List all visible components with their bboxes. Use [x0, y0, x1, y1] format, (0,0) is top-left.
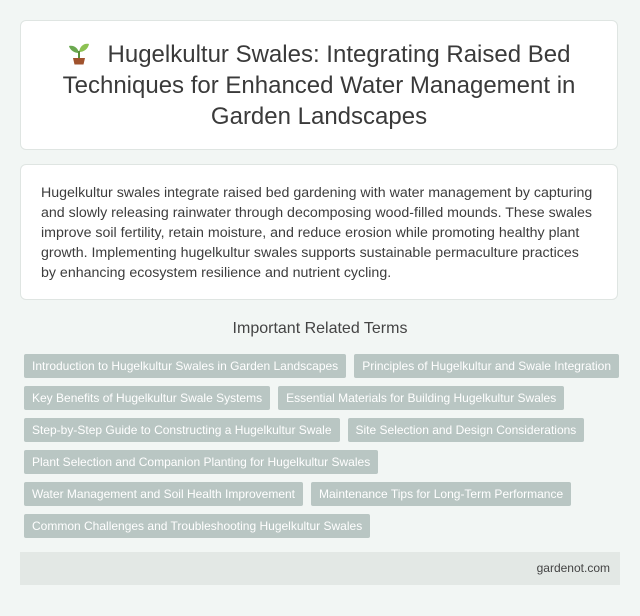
related-term-tag[interactable]: Maintenance Tips for Long-Term Performance [311, 482, 571, 506]
related-term-tag[interactable]: Principles of Hugelkultur and Swale Integration [354, 354, 619, 378]
tag-row [24, 418, 624, 442]
tag-row [24, 386, 624, 410]
title-card [20, 20, 618, 150]
related-terms-list [24, 354, 624, 546]
sprout-icon [68, 41, 90, 65]
related-term-tag[interactable]: Common Challenges and Troubleshooting Hugelkultur Swales [24, 514, 370, 538]
page-title-text: Hugelkultur Swales: Integrating Raised Bed Techniques for Enhanced Water Management in Garden Landscapes [62, 40, 576, 130]
footer-site-link[interactable]: gardenot.com [536, 561, 610, 575]
tag-row [24, 482, 624, 506]
summary-text: Hugelkultur swales integrate raised bed gardening with water management by capturing and slowly releasing rainwater through decomposing wood-filled mounds. These swales improve soil fertility, retain moisture, and reduce erosion while promoting healthy plant growth. Implementing hugelkultur swales supports sustainable permaculture practices by enhancing ecosystem resilience and nutrient cycling. [41, 185, 593, 281]
related-term-tag[interactable]: Plant Selection and Companion Planting for Hugelkultur Swales [24, 450, 378, 474]
footer [20, 552, 620, 585]
related-term-tag[interactable]: Key Benefits of Hugelkultur Swale Systems [24, 386, 270, 410]
page-title [21, 39, 617, 132]
related-term-tag[interactable]: Introduction to Hugelkultur Swales in Garden Landscapes [24, 354, 346, 378]
related-term-tag[interactable]: Water Management and Soil Health Improvement [24, 482, 303, 506]
tag-row [24, 514, 624, 538]
related-term-tag[interactable]: Step-by-Step Guide to Constructing a Hugelkultur Swale [24, 418, 340, 442]
summary-card [20, 164, 618, 300]
tag-row [24, 354, 624, 378]
related-term-tag[interactable]: Essential Materials for Building Hugelkultur Swales [278, 386, 564, 410]
related-terms-heading: Important Related Terms [232, 320, 408, 337]
related-term-tag[interactable]: Site Selection and Design Considerations [348, 418, 585, 442]
tag-row [24, 450, 624, 474]
